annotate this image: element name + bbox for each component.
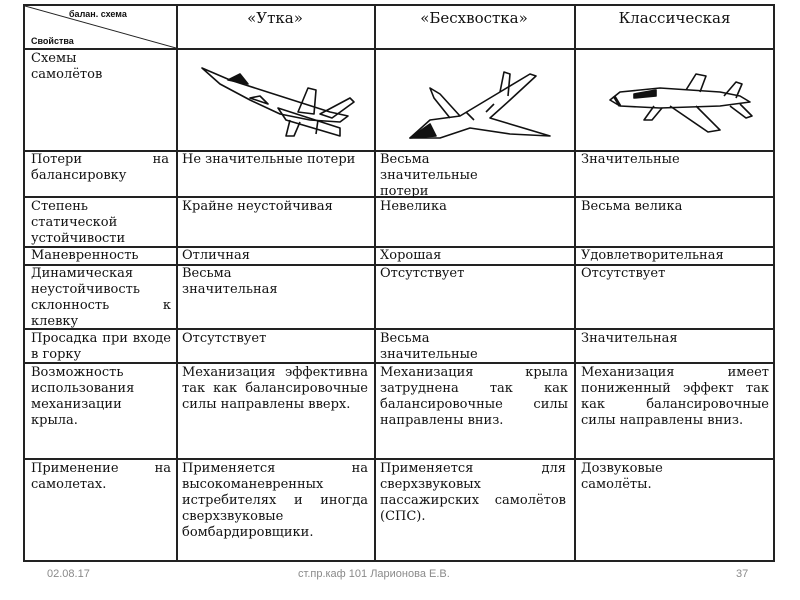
cell-classic-wing-mechanization: Механизация имеет пониженный эффект так как балансировочные силы направлены вниз. bbox=[581, 365, 769, 428]
tailless-aircraft-icon bbox=[390, 68, 570, 146]
cell-tailless-application: Применяется для сверхзвуковых пассажирских самолётов (СПС). bbox=[380, 461, 566, 524]
row-label-wing-mechanization: Возможность использования механизации крыла. bbox=[31, 365, 135, 428]
column-divider bbox=[374, 6, 376, 560]
cell-tailless-dynamic-instability: Отсутствует bbox=[380, 266, 465, 281]
comparison-table bbox=[23, 4, 775, 562]
cell-canard-application: Применяется на высокоманевренных истребителях и иногда сверхзвуковые бомбардировщики. bbox=[182, 461, 368, 540]
row-label-dynamic-instability: Динамическая неустойчивость склонность к клевку bbox=[31, 266, 171, 329]
cell-classic-static-stability: Весьма велика bbox=[581, 199, 683, 214]
cell-classic-dynamic-instability: Отсутствует bbox=[581, 266, 666, 281]
row-label-static-stability: Степень статической устойчивости bbox=[31, 199, 126, 246]
row-label-maneuverability: Маневренность bbox=[31, 248, 139, 263]
row-label-application: Применение на самолетах. bbox=[31, 461, 171, 492]
cell-tailless-wing-mechanization: Механизация крыла затруднена так как балансировочные силы направлены вниз. bbox=[380, 365, 568, 428]
canard-aircraft-icon bbox=[190, 58, 370, 143]
row-label-balancing-losses: Потери на балансировку bbox=[31, 152, 169, 183]
column-header-classic: Классическая bbox=[618, 9, 731, 27]
row-label-climb-sag: Просадка при входе в горку bbox=[31, 331, 171, 362]
column-divider bbox=[574, 6, 576, 560]
cell-canard-wing-mechanization: Механизация эффективна так как балансировочные силы направлены вверх. bbox=[182, 365, 368, 412]
cell-canard-balancing-losses: Не значительные потери bbox=[182, 152, 356, 167]
cell-classic-balancing-losses: Значительные bbox=[581, 152, 680, 167]
footer-page-number: 37 bbox=[736, 568, 749, 580]
cell-classic-climb-sag: Значительная bbox=[581, 331, 678, 346]
row-label-schemes: Схемы самолётов bbox=[31, 51, 103, 82]
cell-classic-maneuverability: Удовлетворительная bbox=[581, 248, 724, 263]
cell-canard-dynamic-instability: Весьма значительная bbox=[182, 266, 278, 297]
row-divider bbox=[25, 458, 773, 460]
column-header-tailless: «Бесхвостка» bbox=[420, 9, 528, 27]
cell-canard-static-stability: Крайне неустойчивая bbox=[182, 199, 333, 214]
corner-label-scheme: балан. схема bbox=[69, 9, 127, 19]
footer-date: 02.08.17 bbox=[47, 568, 90, 580]
cell-tailless-climb-sag: Весьма значительные bbox=[380, 331, 478, 362]
corner-label-properties: Свойства bbox=[31, 36, 74, 46]
cell-canard-climb-sag: Отсутствует bbox=[182, 331, 267, 346]
cell-canard-maneuverability: Отличная bbox=[182, 248, 250, 263]
column-divider bbox=[176, 6, 178, 560]
cell-tailless-balancing-losses: Весьма значительные потери bbox=[380, 152, 478, 199]
cell-tailless-maneuverability: Хорошая bbox=[380, 248, 442, 263]
column-header-canard: «Утка» bbox=[247, 9, 303, 27]
row-divider bbox=[25, 48, 773, 50]
classic-aircraft-icon bbox=[600, 66, 770, 138]
cell-tailless-static-stability: Невелика bbox=[380, 199, 447, 214]
cell-classic-application: Дозвуковые самолёты. bbox=[581, 461, 663, 492]
footer-author: ст.пр.каф 101 Ларионова Е.В. bbox=[298, 568, 450, 580]
